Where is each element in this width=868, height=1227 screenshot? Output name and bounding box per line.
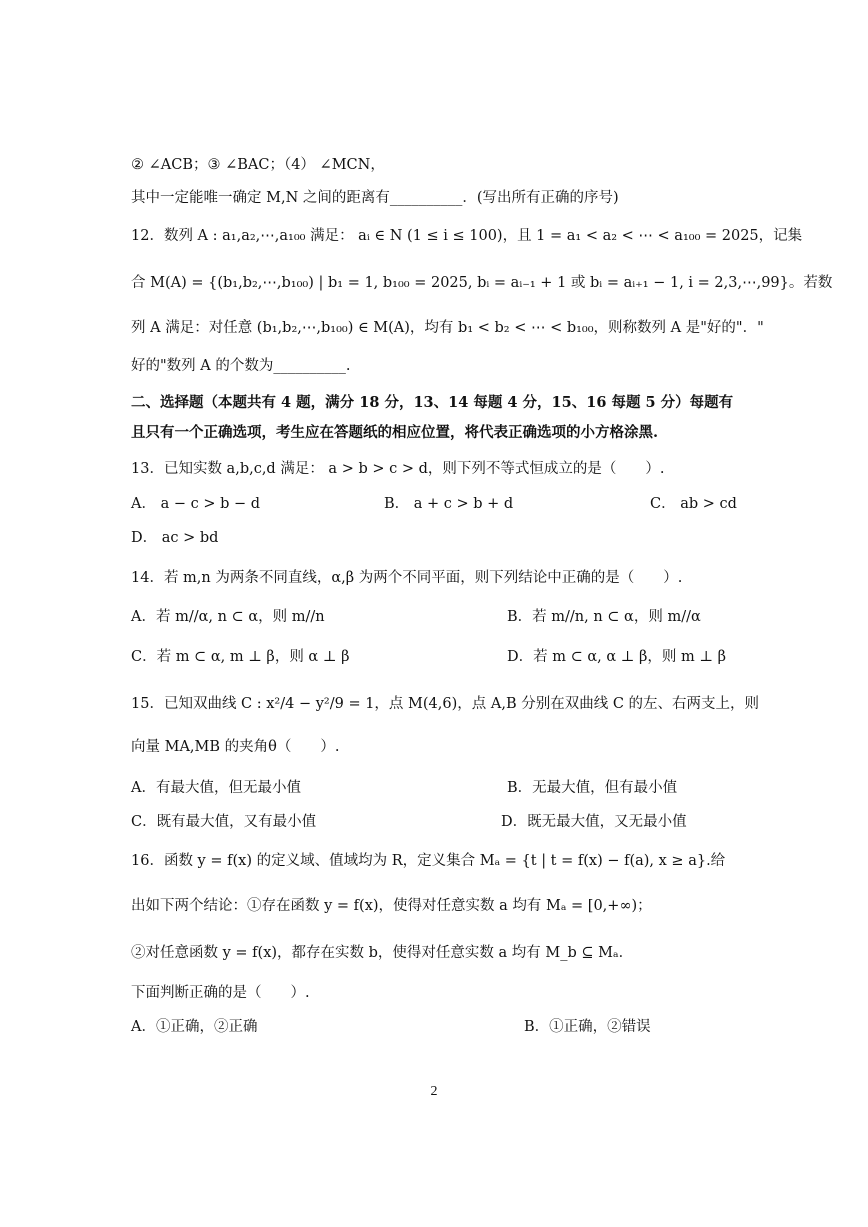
q12-line-2: 合 M(A) = {(b₁,b₂,⋯,b₁₀₀) | b₁ = 1, b₁₀₀ = 2025, bᵢ = aᵢ₋₁ + 1 或 bᵢ = aᵢ₊₁ − 1, i = 2,3,⋯,99}。若数 (131, 275, 833, 291)
q15-stem-2: 向量 MA,MB 的夹角θ（ ）. (131, 739, 340, 755)
q16-stem-4: 下面判断正确的是（ ）. (131, 985, 310, 1001)
q16-stem-3: ②对任意函数 y = f(x)，都存在实数 b，使得对任意实数 a 均有 M_b ⊆ Mₐ． (131, 945, 634, 961)
section-heading-2: 且只有一个正确选项，考生应在答题纸的相应位置，将代表正确选项的小方格涂黑. (131, 424, 659, 441)
q12-line-1: 12．数列 A : a₁,a₂,⋯,a₁₀₀ 满足： aᵢ ∈ N (1 ≤ i ≤ 100)，且 1 = a₁ < a₂ < ⋯ < a₁₀₀ = 2025，记集 (131, 228, 803, 244)
section-heading-1: 二、选择题（本题共有 4 题，满分 18 分，13、14 每题 4 分，15、16 每题 5 分）每题有 (131, 394, 734, 411)
q13-option-c: C． ab > cd (650, 496, 737, 512)
q15-option-b: B．无最大值，但有最小值 (507, 780, 678, 796)
q16-stem-1: 16．函数 y = f(x) 的定义域、值域均为 R，定义集合 Mₐ = {t | t = f(x) − f(a), x ≥ a}.给 (131, 853, 726, 869)
q14-option-b: B．若 m//n, n ⊂ α，则 m//α (507, 609, 701, 625)
q14-option-a: A．若 m//α, n ⊂ α，则 m//n (131, 609, 325, 625)
q14-stem: 14．若 m,n 为两条不同直线，α,β 为两个不同平面，则下列结论中正确的是（ ）. (131, 570, 683, 586)
q13-option-d: D． ac > bd (131, 530, 219, 546)
page-number: 2 (430, 1084, 438, 1099)
q15-option-d: D．既无最大值，又无最小值 (501, 814, 687, 830)
q16-option-a: A．①正确，②正确 (131, 1019, 258, 1035)
q15-stem-1: 15．已知双曲线 C : x²/4 − y²/9 = 1，点 M(4,6)，点 A,B 分别在双曲线 C 的左、右两支上，则 (131, 696, 760, 712)
q14-option-c: C．若 m ⊂ α, m ⊥ β，则 α ⊥ β (131, 649, 350, 665)
q13-option-a: A． a − c > b − d (131, 496, 261, 512)
q13-stem: 13．已知实数 a,b,c,d 满足： a > b > c > d，则下列不等式恒成立的是（ ）. (131, 461, 665, 477)
q12-line-3: 列 A 满足：对任意 (b₁,b₂,⋯,b₁₀₀) ∈ M(A)，均有 b₁ < b₂ < ⋯ < b₁₀₀，则称数列 A 是"好的"．" (131, 320, 764, 336)
q15-option-a: A．有最大值，但无最小值 (131, 780, 301, 796)
q16-stem-2: 出如下两个结论：①存在函数 y = f(x)，使得对任意实数 a 均有 Mₐ = [0,+∞)； (131, 898, 652, 914)
q16-option-b: B．①正确，②错误 (524, 1019, 651, 1035)
q15-option-c: C．既有最大值，又有最小值 (131, 814, 317, 830)
line-angles: ② ∠ACB；③ ∠BAC；（4） ∠MCN， (131, 157, 385, 173)
q14-option-d: D．若 m ⊂ α, α ⊥ β，则 m ⊥ β (507, 649, 726, 665)
q12-line-4: 好的"数列 A 的个数为__________. (131, 358, 351, 374)
q13-option-b: B． a + c > b + d (384, 496, 514, 512)
line-q11-blank: 其中一定能唯一确定 M,N 之间的距离有__________．(写出所有正确的序号) (131, 190, 619, 206)
